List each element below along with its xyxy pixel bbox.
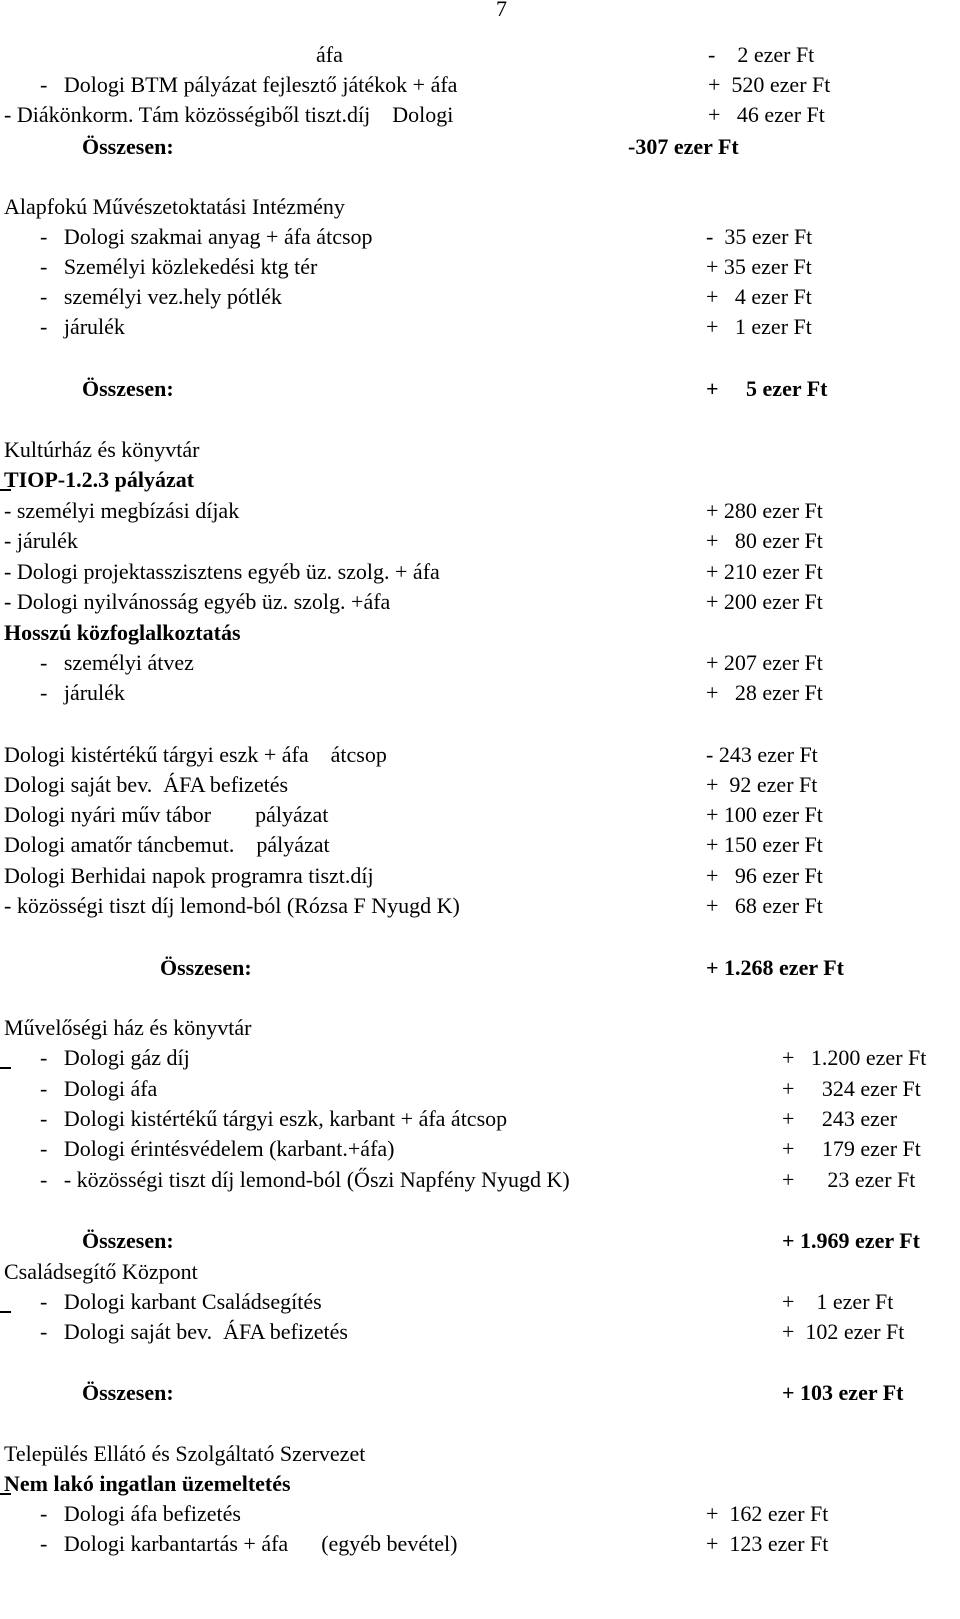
item-amount: + 207 ezer Ft <box>706 650 823 675</box>
section-title: Település Ellátó és Szolgáltató Szervezet <box>4 1441 366 1466</box>
budget-line <box>0 1499 960 1529</box>
subsection-heading <box>0 465 960 495</box>
section-title: Alapfokú Művészetoktatási Intézmény <box>4 194 345 219</box>
item-label: - járulék <box>4 528 78 553</box>
item-amount: + 35 ezer Ft <box>706 254 812 279</box>
budget-line <box>0 1165 960 1195</box>
budget-line <box>0 830 960 860</box>
page-number: 7 <box>496 0 507 21</box>
item-label: Dologi amatőr táncbemut. pályázat <box>4 832 330 857</box>
budget-line <box>0 587 960 617</box>
total-label: Összesen: <box>82 134 174 159</box>
budget-line <box>0 40 960 70</box>
total-line <box>0 1226 960 1256</box>
item-label: - járulék <box>40 680 125 705</box>
budget-line <box>0 526 960 556</box>
item-amount: + 324 ezer Ft <box>782 1076 921 1101</box>
item-label: - Dologi projektasszisztens egyéb üz. szolg. + áfa <box>4 559 440 584</box>
item-label: - Dologi karbantartás + áfa (egyéb bevétel) <box>40 1531 458 1556</box>
budget-line <box>0 557 960 587</box>
item-label: - Diákönkorm. Tám közösségiből tiszt.díj Dologi <box>4 102 454 127</box>
item-label: - járulék <box>40 314 125 339</box>
section-title: Művelőségi ház és könyvtár <box>4 1015 252 1040</box>
budget-line <box>0 70 960 100</box>
total-label: Összesen: <box>82 1228 174 1253</box>
budget-line <box>0 222 960 252</box>
budget-line <box>0 740 960 770</box>
item-label: - Dologi saját bev. ÁFA befizetés <box>40 1319 348 1344</box>
budget-line <box>0 1529 960 1559</box>
section-title: Kultúrház és könyvtár <box>4 437 200 462</box>
item-amount: + 80 ezer Ft <box>706 528 823 553</box>
section-heading <box>0 435 960 465</box>
subsection-title: Hosszú közfoglalkoztatás <box>4 620 241 645</box>
item-amount: - 35 ezer Ft <box>706 224 813 249</box>
item-amount: + 200 ezer Ft <box>706 589 823 614</box>
total-amount: + 5 ezer Ft <box>706 376 828 401</box>
budget-line <box>0 252 960 282</box>
total-line <box>0 1378 960 1408</box>
total-amount: + 103 ezer Ft <box>782 1380 904 1405</box>
item-amount: - 243 ezer Ft <box>706 742 818 767</box>
total-line <box>0 374 960 404</box>
item-amount: + 1.200 ezer Ft <box>782 1045 927 1070</box>
item-amount: + 23 ezer Ft <box>782 1167 916 1192</box>
budget-line <box>0 312 960 342</box>
item-amount: + 68 ezer Ft <box>706 893 823 918</box>
item-label: - Dologi érintésvédelem (karbant.+áfa) <box>40 1136 395 1161</box>
budget-line <box>0 100 960 130</box>
budget-line <box>0 1134 960 1164</box>
item-amount: + 102 ezer Ft <box>782 1319 905 1344</box>
budget-line <box>0 1317 960 1347</box>
item-amount: + 150 ezer Ft <box>706 832 823 857</box>
item-amount: + 1 ezer Ft <box>706 314 812 339</box>
item-amount: + 4 ezer Ft <box>706 284 812 309</box>
total-amount: + 1.268 ezer Ft <box>706 955 844 980</box>
budget-line <box>0 1104 960 1134</box>
item-amount: + 96 ezer Ft <box>706 863 823 888</box>
item-label: - - közösségi tiszt díj lemond-ból (Őszi Napfény Nyugd K) <box>40 1167 570 1192</box>
item-amount: + 179 ezer Ft <box>782 1136 921 1161</box>
total-label: Összesen: <box>82 1380 174 1405</box>
item-label: - Dologi áfa befizetés <box>40 1501 241 1526</box>
item-amount: + 280 ezer Ft <box>706 498 823 523</box>
total-amount: + 1.969 ezer Ft <box>782 1228 920 1253</box>
section-heading <box>0 192 960 222</box>
subsection-heading <box>0 1469 960 1499</box>
total-amount: -307 ezer Ft <box>628 134 739 159</box>
section-heading <box>0 1257 960 1287</box>
item-amount: + 243 ezer <box>782 1106 898 1131</box>
total-label: Összesen: <box>160 955 252 980</box>
item-amount: - 2 ezer Ft <box>708 42 815 67</box>
item-amount: + 162 ezer Ft <box>706 1501 829 1526</box>
budget-line <box>0 496 960 526</box>
item-label: - Dologi karbant Családsegítés <box>40 1289 322 1314</box>
item-amount: + 92 ezer Ft <box>706 772 818 797</box>
item-label: - Személyi közlekedési ktg tér <box>40 254 318 279</box>
item-amount: + 210 ezer Ft <box>706 559 823 584</box>
total-line <box>0 953 960 983</box>
item-label: - Dologi gáz díj <box>40 1045 190 1070</box>
item-label: - személyi megbízási díjak <box>4 498 240 523</box>
budget-line <box>0 861 960 891</box>
budget-line <box>0 282 960 312</box>
item-label: Dologi kistértékű tárgyi eszk + áfa átcsop <box>4 742 387 767</box>
total-label: Összesen: <box>82 376 174 401</box>
subsection-heading <box>0 618 960 648</box>
total-line <box>0 132 960 162</box>
budget-line <box>0 648 960 678</box>
budget-line <box>0 800 960 830</box>
subsection-title: TIOP-1.2.3 pályázat <box>4 467 195 492</box>
item-label: - közösségi tiszt díj lemond-ból (Rózsa F Nyugd K) <box>4 893 460 918</box>
item-label: - személyi átvez <box>40 650 194 675</box>
item-amount: + 1 ezer Ft <box>782 1289 894 1314</box>
budget-line <box>0 770 960 800</box>
budget-line <box>0 1043 960 1073</box>
budget-line <box>0 1074 960 1104</box>
item-label: - Dologi BTM pályázat fejlesztő játékok + áfa <box>40 72 458 97</box>
item-amount: + 46 ezer Ft <box>708 102 825 127</box>
item-label: - Dologi nyilvánosság egyéb üz. szolg. +áfa <box>4 589 391 614</box>
item-label: - Dologi áfa <box>40 1076 158 1101</box>
item-label: - személyi vez.hely pótlék <box>40 284 282 309</box>
section-title: Családsegítő Központ <box>4 1259 198 1284</box>
item-label: - Dologi kistértékű tárgyi eszk, karbant + áfa átcsop <box>40 1106 508 1131</box>
item-label: áfa <box>316 42 343 67</box>
budget-line <box>0 678 960 708</box>
item-amount: + 100 ezer Ft <box>706 802 823 827</box>
item-label: Dologi saját bev. ÁFA befizetés <box>4 772 289 797</box>
budget-line <box>0 891 960 921</box>
budget-line <box>0 1287 960 1317</box>
item-label: - Dologi szakmai anyag + áfa átcsop <box>40 224 373 249</box>
subsection-title: Nem lakó ingatlan üzemeltetés <box>4 1471 291 1496</box>
item-label: Dologi nyári műv tábor pályázat <box>4 802 329 827</box>
section-heading <box>0 1439 960 1469</box>
item-amount: + 520 ezer Ft <box>708 72 831 97</box>
item-label: Dologi Berhidai napok programra tiszt.díj <box>4 863 374 888</box>
section-heading <box>0 1013 960 1043</box>
item-amount: + 123 ezer Ft <box>706 1531 829 1556</box>
item-amount: + 28 ezer Ft <box>706 680 823 705</box>
